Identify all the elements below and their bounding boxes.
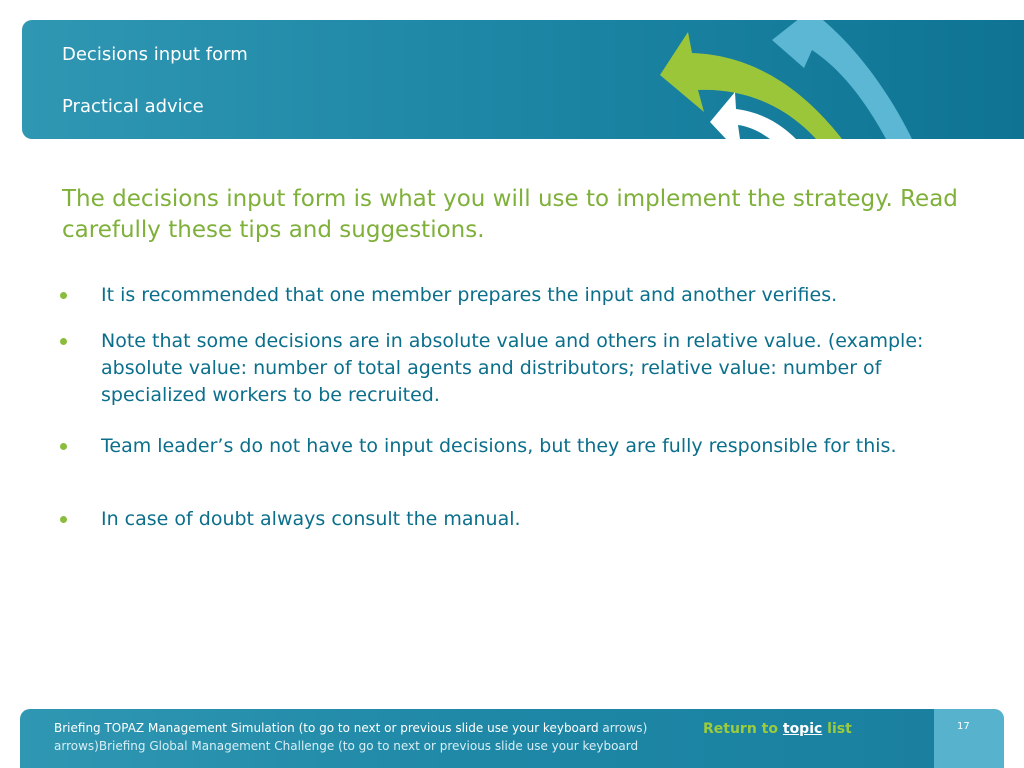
footer-briefing-suffix: arrows)	[598, 721, 648, 735]
topic-link[interactable]: topic	[782, 721, 823, 737]
page-number: 17	[957, 721, 970, 732]
return-suffix: list	[822, 721, 852, 737]
page-subtitle: Practical advice	[62, 96, 204, 117]
blue-arrow-shape	[772, 20, 912, 139]
bullet-icon	[60, 516, 67, 523]
footer-briefing-main: Briefing TOPAZ Management Simulation (to go to next or previous slide use your keyboard	[54, 721, 599, 735]
footer-accent-strip	[934, 709, 1004, 768]
footer-briefing-line2: arrows)Briefing Global Management Challenge (to go to next or previous slide use your keyboard	[54, 739, 639, 753]
bullet-icon	[60, 443, 67, 450]
intro-paragraph: The decisions input form is what you will use to implement the strategy. Read carefully these tips and suggestions.	[62, 186, 958, 243]
bullet-icon	[60, 338, 67, 345]
curved-arrows-icon	[630, 20, 924, 139]
bullet-icon	[60, 292, 67, 299]
bullet-text: It is recommended that one member prepares the input and another verifies.	[101, 284, 838, 306]
bullet-text: Note that some decisions are in absolute value and others in relative value. (example: absolute value: number of total agents and distributors; relative value: number of specialized workers to be recruited.	[101, 330, 924, 406]
header-banner	[22, 20, 1024, 139]
bullet-text: In case of doubt always consult the manual.	[101, 508, 521, 530]
return-prefix: Return to	[703, 721, 783, 737]
footer-bar	[20, 709, 1004, 768]
footer-briefing-text	[54, 719, 684, 755]
return-to-topic-list-link[interactable]	[703, 721, 852, 737]
page-title: Decisions input form	[62, 44, 248, 65]
bullet-text: Team leader’s do not have to input decisions, but they are fully responsible for this.	[101, 435, 897, 457]
